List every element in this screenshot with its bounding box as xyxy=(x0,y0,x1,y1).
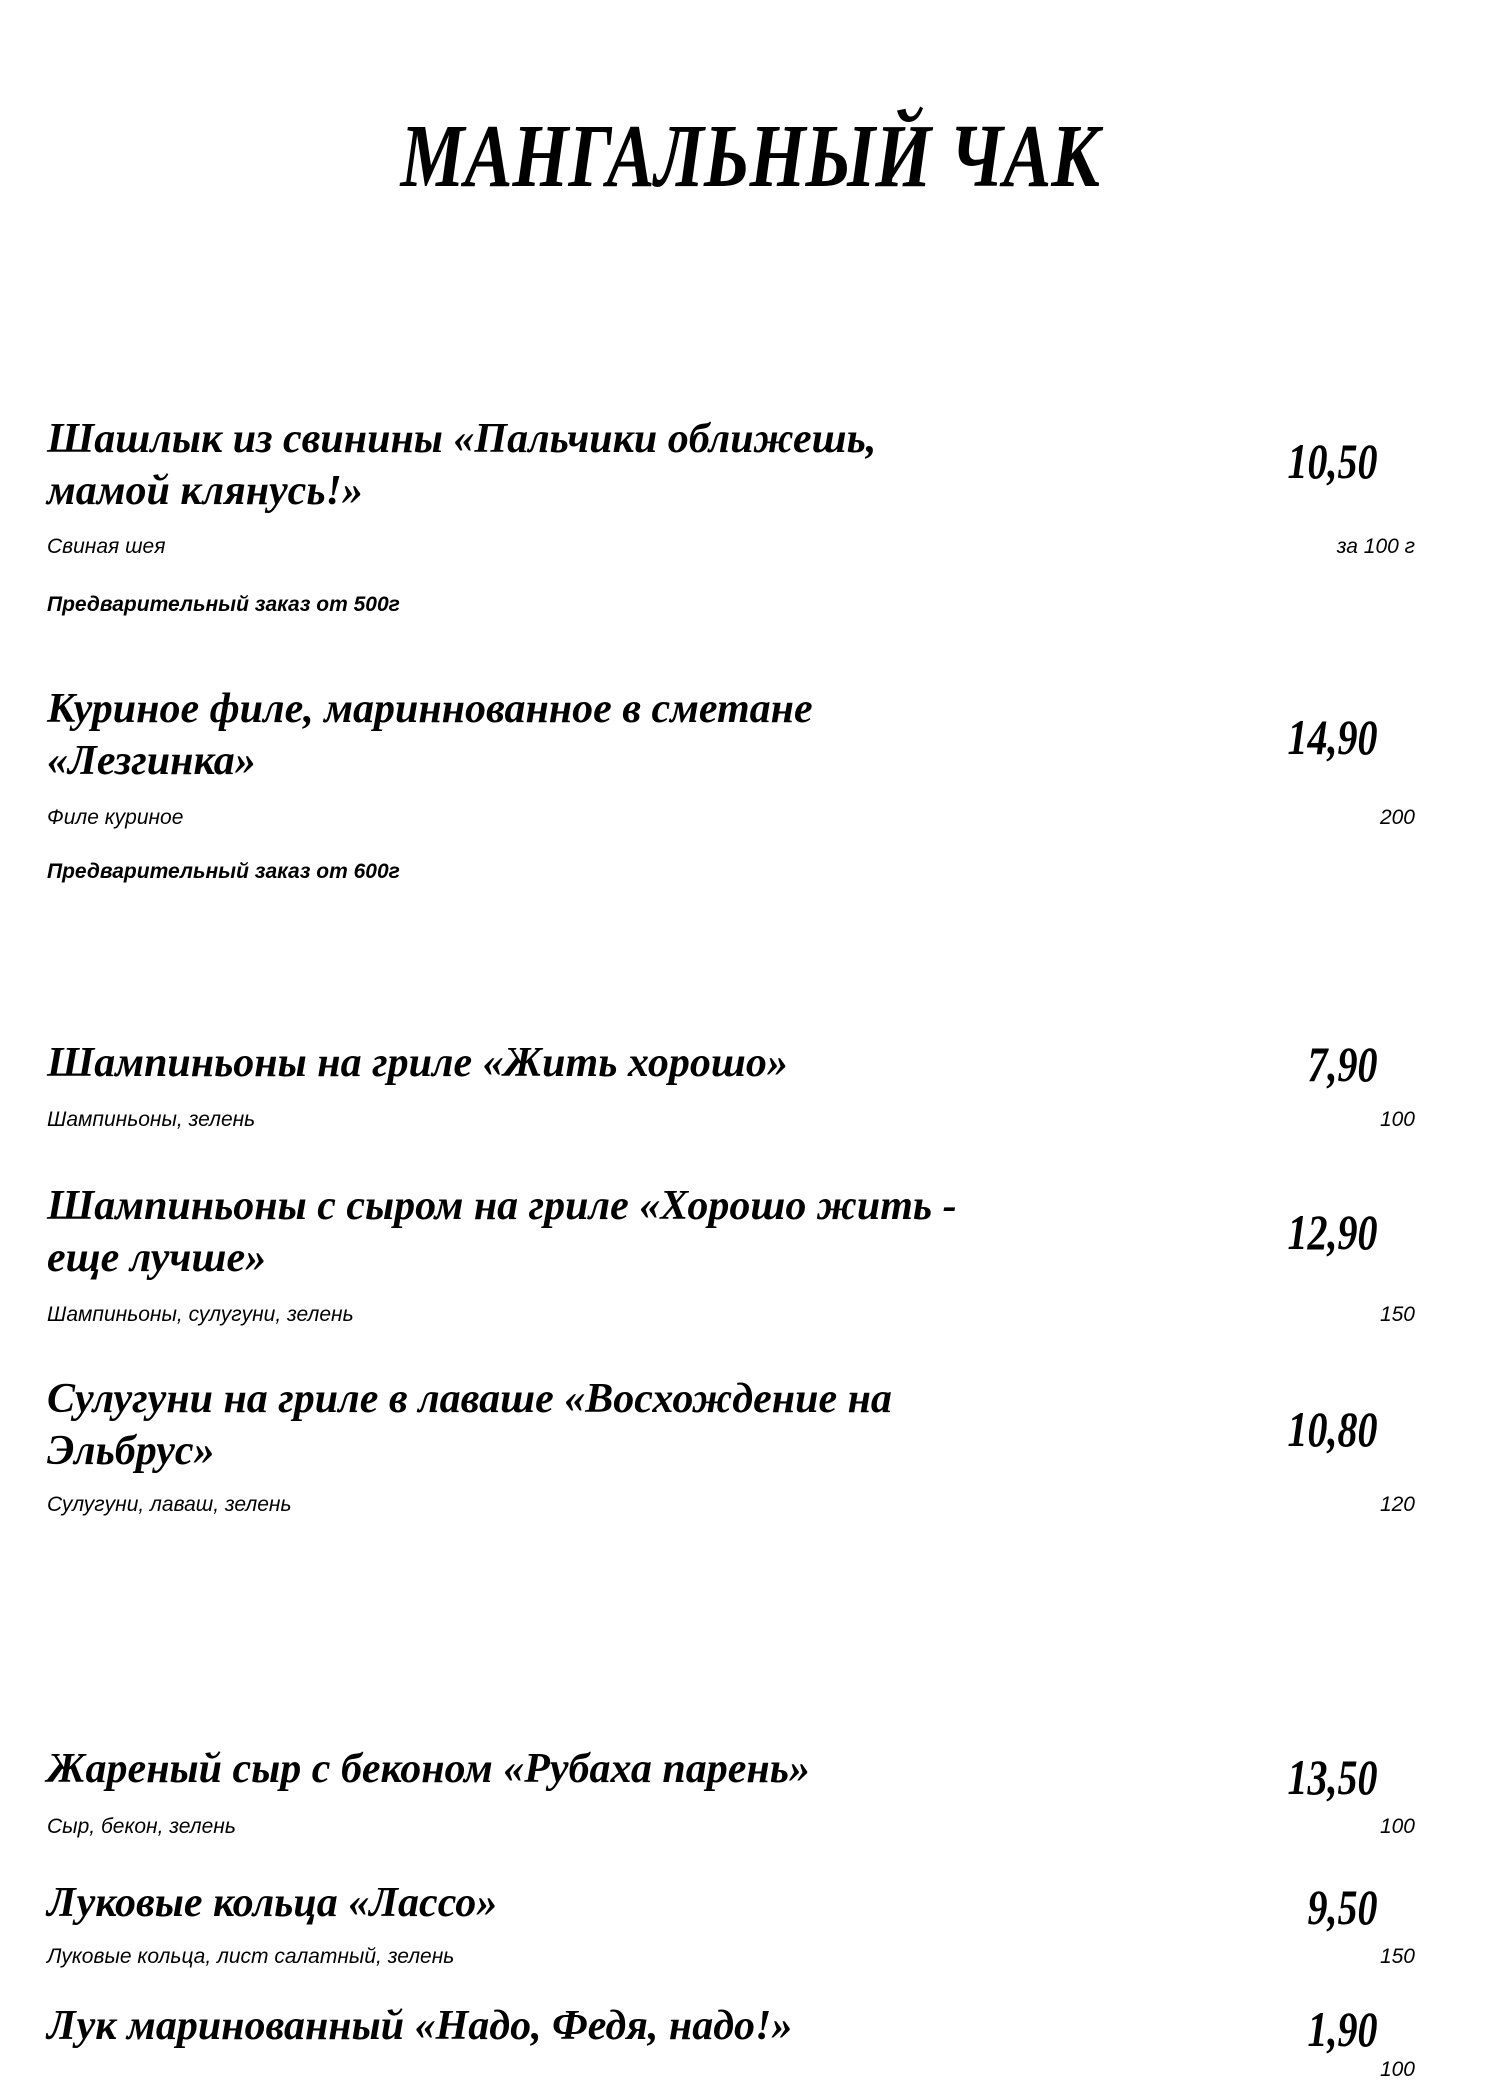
item-portion: 100 xyxy=(1379,1815,1415,1838)
item-portion: 100 xyxy=(1379,2058,1415,2081)
item-preorder-note: Предварительный заказ от 600г xyxy=(47,860,400,883)
item-title-line: Куриное филе, мариннованное в сметане xyxy=(47,686,813,732)
item-price-text: 13,50 xyxy=(1287,1749,1377,1805)
item-title-line: Жареный сыр с беконом «Рубаха парень» xyxy=(47,1746,810,1792)
item-title-line: Шампиньоны на гриле «Жить хорошо» xyxy=(47,1040,788,1086)
item-portion: 200 xyxy=(1379,806,1415,829)
item-title-line: Шашлык из свинины «Пальчики оближешь, xyxy=(47,416,877,462)
item-title-line: Эльбрус» xyxy=(47,1428,215,1474)
item-description: Филе куриное xyxy=(47,806,184,829)
item-portion: за 100 г xyxy=(1336,535,1415,558)
item-price xyxy=(1290,1879,1378,1935)
item-title-line: Сулугуни на гриле в лаваше «Восхождение на xyxy=(47,1376,892,1422)
item-price xyxy=(1265,1204,1378,1260)
item-price xyxy=(1290,2001,1378,2057)
item-title-line: «Лезгинка» xyxy=(47,738,256,784)
item-price-text: 12,90 xyxy=(1287,1204,1377,1260)
item-title xyxy=(47,2000,1007,2052)
item-price xyxy=(1265,1401,1378,1457)
item-title xyxy=(47,413,1007,517)
item-price-text: 1,90 xyxy=(1307,2001,1377,2057)
item-portion: 120 xyxy=(1379,1493,1415,1516)
item-title-line: Лук маринованный «Надо, Федя, надо!» xyxy=(47,2003,793,2049)
item-price-text: 9,50 xyxy=(1307,1879,1377,1935)
item-price-text: 10,50 xyxy=(1287,433,1377,489)
page-title-text: МАНГАЛЬНЫЙ ЧАК xyxy=(400,107,1100,206)
item-title xyxy=(47,1037,1007,1089)
item-title-line: Шампиньоны с сыром на гриле «Хорошо жить - xyxy=(47,1183,957,1229)
item-title xyxy=(47,1180,1007,1284)
item-price-text: 14,90 xyxy=(1287,709,1377,765)
item-price xyxy=(1265,1749,1378,1805)
item-price xyxy=(1290,1036,1378,1092)
item-title-line: Луковые кольца «Лассо» xyxy=(47,1880,498,1926)
item-preorder-note: Предварительный заказ от 500г xyxy=(47,593,400,616)
item-title-line: мамой клянусь!» xyxy=(47,468,363,514)
item-title-line: еще лучше» xyxy=(47,1235,267,1281)
item-description: Свиная шея xyxy=(47,535,166,558)
page-title xyxy=(0,107,1500,206)
item-description: Сулугуни, лаваш, зелень xyxy=(47,1493,292,1516)
item-price xyxy=(1265,433,1378,489)
item-portion: 150 xyxy=(1379,1303,1415,1326)
item-portion: 100 xyxy=(1379,1108,1415,1131)
item-description: Шампиньоны, зелень xyxy=(47,1108,256,1131)
item-title xyxy=(47,683,1007,787)
item-description: Луковые кольца, лист салатный, зелень xyxy=(47,1945,455,1968)
item-title xyxy=(47,1743,1007,1795)
item-description: Сыр, бекон, зелень xyxy=(47,1815,236,1838)
item-title xyxy=(47,1373,1007,1477)
item-price-text: 7,90 xyxy=(1307,1036,1377,1092)
item-price xyxy=(1265,709,1378,765)
item-title xyxy=(47,1877,1007,1929)
item-portion: 150 xyxy=(1379,1945,1415,1968)
item-description: Шампиньоны, сулугуни, зелень xyxy=(47,1303,354,1326)
item-price-text: 10,80 xyxy=(1287,1401,1377,1457)
